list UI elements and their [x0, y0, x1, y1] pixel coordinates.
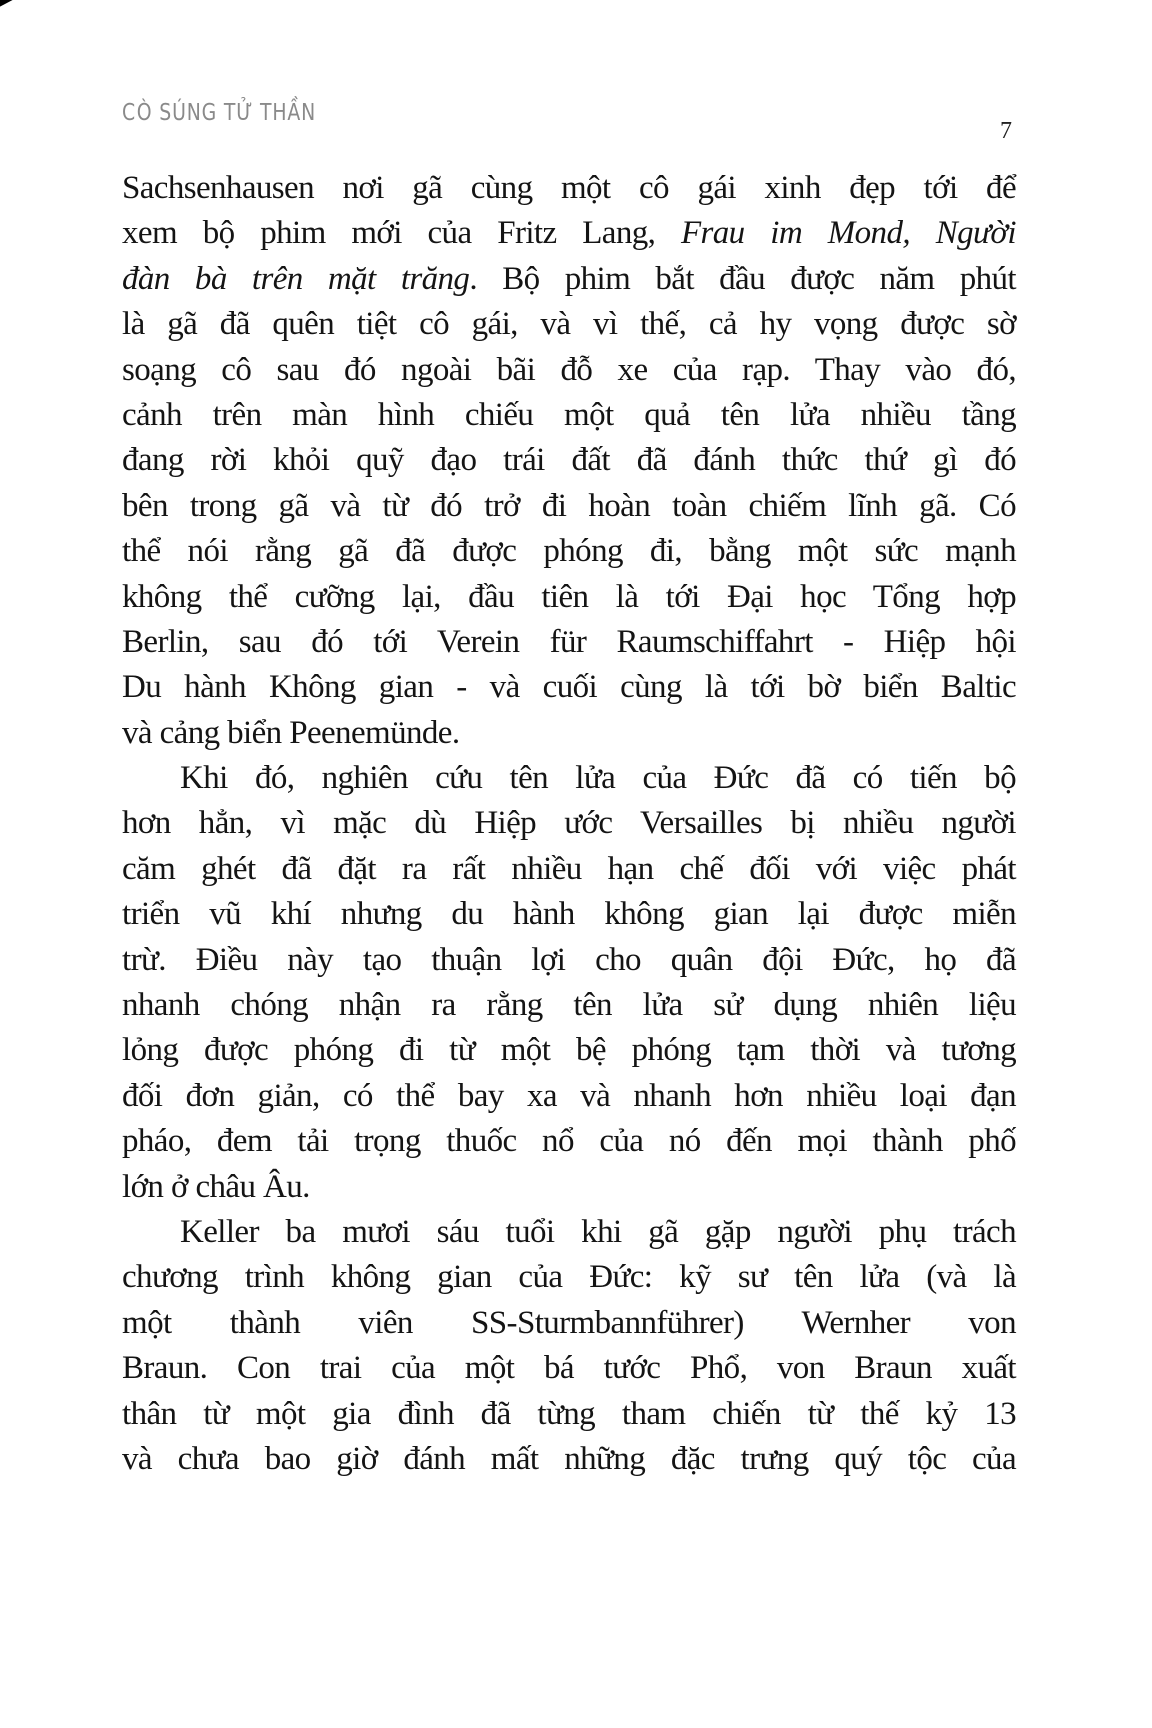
text-line: thể nói rằng gã đã được phóng đi, bằng một sức mạnh [122, 533, 1016, 570]
text-line [122, 257, 1016, 302]
film-title-italic: đàn bà trên mặt trăng [122, 260, 470, 297]
film-title-italic: Frau im Mond, Người [680, 215, 1016, 252]
text-line: lớn ở châu Âu. [122, 1168, 310, 1205]
text-line: triển vũ khí nhưng du hành không gian lại được miễn [122, 896, 1016, 933]
paragraph [122, 1210, 1016, 1482]
text-line: Khi đó, nghiên cứu tên lửa của Đức đã có tiến bộ [180, 760, 1016, 797]
text-line: Braun. Con trai của một bá tước Phổ, von Braun xuất [122, 1350, 1016, 1387]
text-line: cảnh trên màn hình chiếu một quả tên lửa nhiều tầng [122, 396, 1016, 433]
text-line: Keller ba mươi sáu tuổi khi gã gặp người phụ trách [180, 1213, 1016, 1250]
text-line: căm ghét đã đặt ra rất nhiều hạn chế đối với việc phát [122, 850, 1016, 887]
paragraph [122, 756, 1016, 1210]
text-line: soạng cô sau đó ngoài bãi đỗ xe của rạp. Thay vào đó, [122, 351, 1016, 388]
running-head-decorative-letter: C [122, 100, 136, 126]
text-line: nhanh chóng nhận ra rằng tên lửa sử dụng nhiên liệu [122, 987, 1016, 1024]
text-run: xem bộ phim mới của Fritz Lang, [122, 215, 681, 252]
text-line: không thể cưỡng lại, đầu tiên là tới Đại học Tổng hợp [122, 578, 1016, 615]
page-number: 7 [1000, 118, 1012, 144]
running-head-title: Ò SÚNG TỬ THẦN [136, 100, 317, 126]
scan-corner-shadow [0, 0, 59, 13]
text-run: . Bộ phim bắt đầu được năm phút [469, 260, 1016, 297]
text-line: một thành viên SS-Sturmbannführer) Wernher von [122, 1304, 1016, 1341]
text-line: đang rời khỏi quỹ đạo trái đất đã đánh thức thứ gì đó [122, 442, 1016, 479]
text-line: là gã đã quên tiệt cô gái, và vì thế, cả hy vọng được sờ [122, 306, 1016, 343]
body-text [122, 166, 1016, 1482]
text-line: thân từ một gia đình đã từng tham chiến từ thế kỷ 13 [122, 1395, 1016, 1432]
text-line: lỏng được phóng đi từ một bệ phóng tạm thời và tương [122, 1032, 1016, 1069]
text-line: hơn hẳn, vì mặc dù Hiệp ước Versailles bị nhiều người [122, 805, 1016, 842]
text-line: trừ. Điều này tạo thuận lợi cho quân đội Đức, họ đã [122, 941, 1016, 978]
text-line: và cảng biển Peenemünde. [122, 714, 460, 751]
text-line: và chưa bao giờ đánh mất những đặc trưng quý tộc của [122, 1440, 1016, 1477]
paragraph [122, 166, 1016, 756]
text-line: chương trình không gian của Đức: kỹ sư tên lửa (và là [122, 1259, 1016, 1296]
text-line: Du hành Không gian - và cuối cùng là tới bờ biển Baltic [122, 669, 1016, 706]
text-line: pháo, đem tải trọng thuốc nổ của nó đến mọi thành phố [122, 1123, 1016, 1160]
text-line: đối đơn giản, có thể bay xa và nhanh hơn nhiều loại đạn [122, 1077, 1016, 1114]
text-line: Sachsenhausen nơi gã cùng một cô gái xinh đẹp tới để [122, 170, 1016, 206]
text-line [122, 211, 1016, 256]
running-head [122, 100, 316, 126]
text-line: bên trong gã và từ đó trở đi hoàn toàn chiếm lĩnh gã. Có [122, 487, 1016, 524]
text-line: Berlin, sau đó tới Verein für Raumschiffahrt - Hiệp hội [122, 623, 1016, 660]
